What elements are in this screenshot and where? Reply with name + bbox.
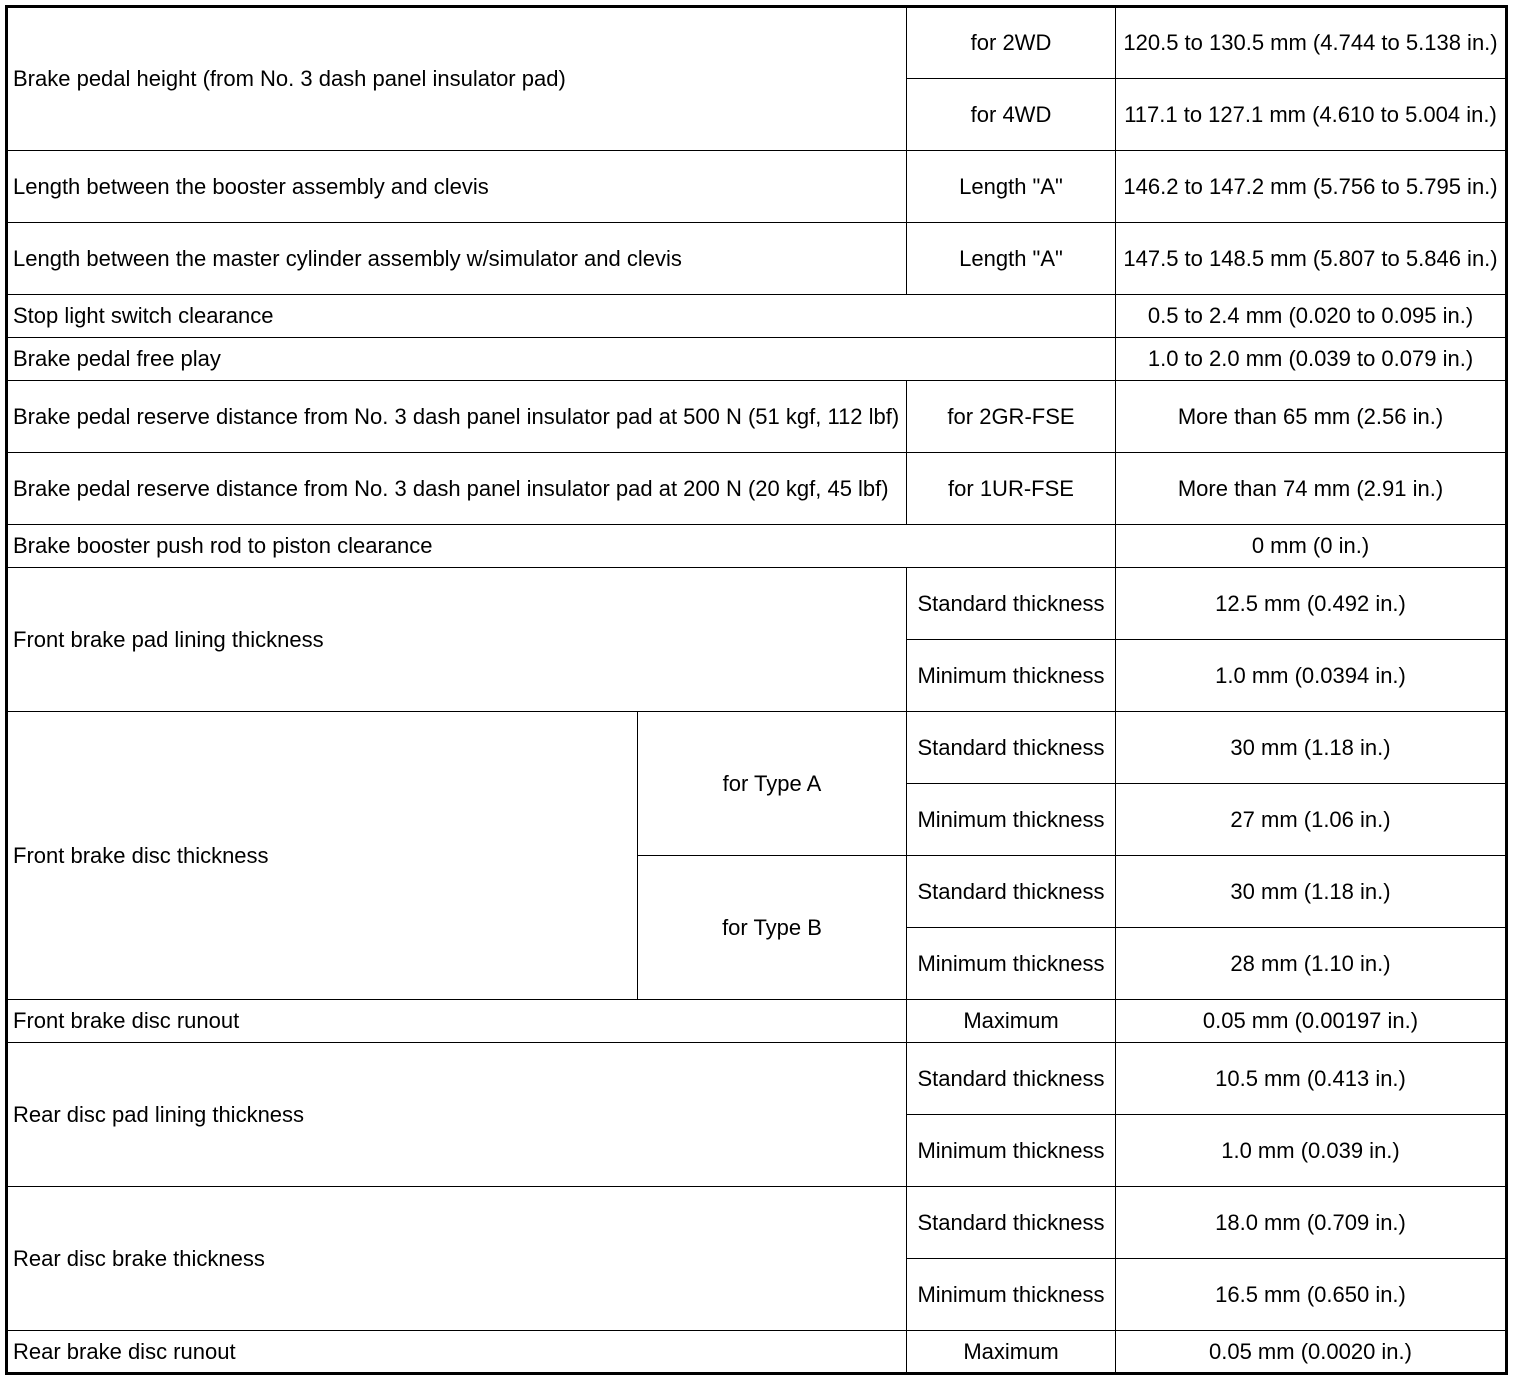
- rear-disc-std-condition: Standard thickness: [907, 1187, 1116, 1259]
- rear-runout-value: 0.05 mm (0.0020 in.): [1116, 1331, 1507, 1374]
- front-disc-a-std-value: 30 mm (1.18 in.): [1116, 712, 1507, 784]
- pedal-height-2wd-condition: for 2WD: [907, 7, 1116, 79]
- front-disc-b-std-value: 30 mm (1.18 in.): [1116, 856, 1507, 928]
- front-disc-b-min-value: 28 mm (1.10 in.): [1116, 928, 1507, 1000]
- front-disc-b-std-condition: Standard thickness: [907, 856, 1116, 928]
- reserve-2gr-value: More than 65 mm (2.56 in.): [1116, 381, 1507, 453]
- reserve-1ur-label: Brake pedal reserve distance from No. 3 dash panel insulator pad at 200 N (20 kgf, 45 lbf): [7, 453, 907, 525]
- front-disc-a-std-condition: Standard thickness: [907, 712, 1116, 784]
- table-row: [7, 1043, 1507, 1115]
- reserve-2gr-label: Brake pedal reserve distance from No. 3 dash panel insulator pad at 500 N (51 kgf, 112 lbf): [7, 381, 907, 453]
- master-clevis-label: Length between the master cylinder assembly w/simulator and clevis: [7, 223, 907, 295]
- brake-specification-table: [5, 5, 1508, 1375]
- front-disc-type-a: for Type A: [638, 712, 907, 856]
- reserve-1ur-condition: for 1UR-FSE: [907, 453, 1116, 525]
- table-row: [7, 295, 1507, 338]
- rear-runout-condition: Maximum: [907, 1331, 1116, 1374]
- front-pad-label: Front brake pad lining thickness: [7, 568, 907, 712]
- table-row: [7, 453, 1507, 525]
- front-disc-label: Front brake disc thickness: [7, 712, 638, 1000]
- table-row: [7, 712, 1507, 784]
- front-disc-a-min-value: 27 mm (1.06 in.): [1116, 784, 1507, 856]
- table-row: [7, 338, 1507, 381]
- table-row: [7, 568, 1507, 640]
- table-row: [7, 1331, 1507, 1374]
- pedal-height-4wd-condition: for 4WD: [907, 79, 1116, 151]
- rear-disc-min-value: 16.5 mm (0.650 in.): [1116, 1259, 1507, 1331]
- rear-pad-min-value: 1.0 mm (0.039 in.): [1116, 1115, 1507, 1187]
- pedal-height-2wd-value: 120.5 to 130.5 mm (4.744 to 5.138 in.): [1116, 7, 1507, 79]
- front-runout-label: Front brake disc runout: [7, 1000, 907, 1043]
- rear-pad-std-value: 10.5 mm (0.413 in.): [1116, 1043, 1507, 1115]
- rear-pad-label: Rear disc pad lining thickness: [7, 1043, 907, 1187]
- pedal-height-4wd-value: 117.1 to 127.1 mm (4.610 to 5.004 in.): [1116, 79, 1507, 151]
- pedal-height-label: Brake pedal height (from No. 3 dash panel insulator pad): [7, 7, 907, 151]
- table-row: [7, 1187, 1507, 1259]
- table-row: [7, 151, 1507, 223]
- front-runout-condition: Maximum: [907, 1000, 1116, 1043]
- rear-disc-min-condition: Minimum thickness: [907, 1259, 1116, 1331]
- stop-light-value: 0.5 to 2.4 mm (0.020 to 0.095 in.): [1116, 295, 1507, 338]
- booster-clevis-value: 146.2 to 147.2 mm (5.756 to 5.795 in.): [1116, 151, 1507, 223]
- rear-disc-label: Rear disc brake thickness: [7, 1187, 907, 1331]
- front-disc-b-min-condition: Minimum thickness: [907, 928, 1116, 1000]
- booster-clevis-label: Length between the booster assembly and clevis: [7, 151, 907, 223]
- master-clevis-value: 147.5 to 148.5 mm (5.807 to 5.846 in.): [1116, 223, 1507, 295]
- table-row: [7, 381, 1507, 453]
- push-rod-value: 0 mm (0 in.): [1116, 525, 1507, 568]
- push-rod-label: Brake booster push rod to piston clearance: [7, 525, 1116, 568]
- front-disc-a-min-condition: Minimum thickness: [907, 784, 1116, 856]
- rear-pad-min-condition: Minimum thickness: [907, 1115, 1116, 1187]
- free-play-value: 1.0 to 2.0 mm (0.039 to 0.079 in.): [1116, 338, 1507, 381]
- rear-disc-std-value: 18.0 mm (0.709 in.): [1116, 1187, 1507, 1259]
- reserve-1ur-value: More than 74 mm (2.91 in.): [1116, 453, 1507, 525]
- front-runout-value: 0.05 mm (0.00197 in.): [1116, 1000, 1507, 1043]
- table-row: [7, 223, 1507, 295]
- reserve-2gr-condition: for 2GR-FSE: [907, 381, 1116, 453]
- front-pad-std-condition: Standard thickness: [907, 568, 1116, 640]
- table-row: [7, 1000, 1507, 1043]
- table-row: [7, 525, 1507, 568]
- rear-pad-std-condition: Standard thickness: [907, 1043, 1116, 1115]
- front-pad-std-value: 12.5 mm (0.492 in.): [1116, 568, 1507, 640]
- stop-light-label: Stop light switch clearance: [7, 295, 1116, 338]
- booster-clevis-condition: Length "A": [907, 151, 1116, 223]
- rear-runout-label: Rear brake disc runout: [7, 1331, 907, 1374]
- front-pad-min-value: 1.0 mm (0.0394 in.): [1116, 640, 1507, 712]
- master-clevis-condition: Length "A": [907, 223, 1116, 295]
- free-play-label: Brake pedal free play: [7, 338, 1116, 381]
- front-pad-min-condition: Minimum thickness: [907, 640, 1116, 712]
- table-row: [7, 7, 1507, 79]
- front-disc-type-b: for Type B: [638, 856, 907, 1000]
